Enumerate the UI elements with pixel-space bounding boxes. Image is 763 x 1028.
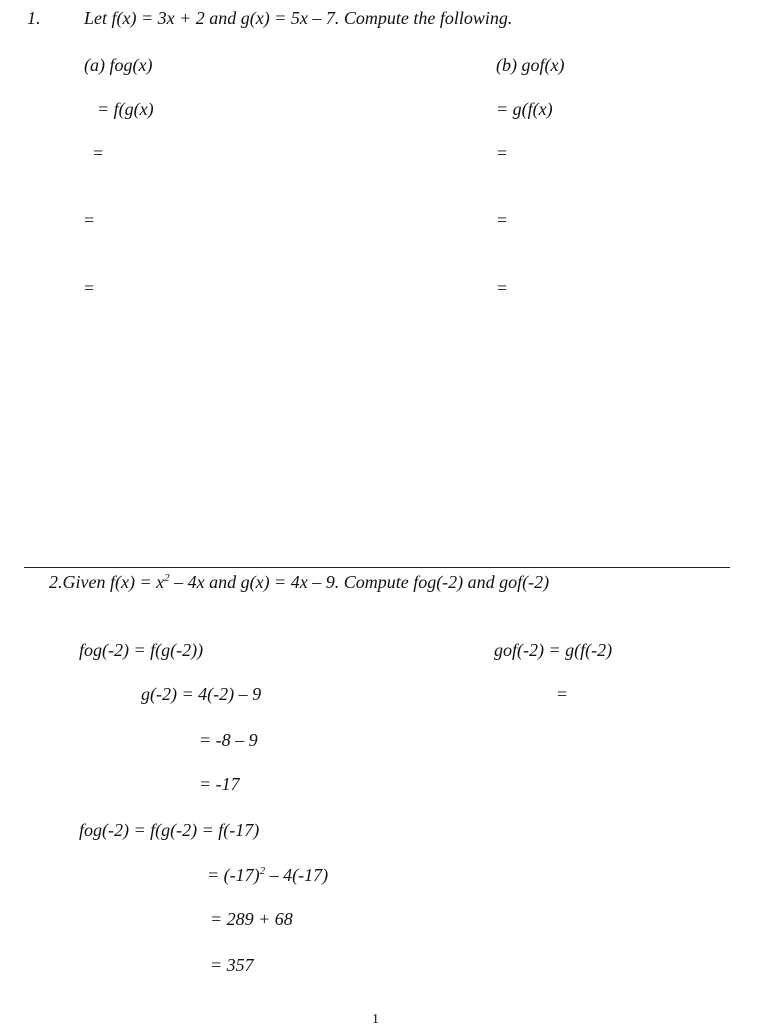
- fog-line-6: [207, 865, 328, 885]
- part-a-blank-1: =: [93, 143, 104, 163]
- fog-line-6-base: = (-17): [207, 865, 260, 885]
- part-b-blank-1: =: [497, 143, 508, 163]
- part-a-blank-3: =: [84, 278, 95, 298]
- fog-line-2: g(-2) = 4(-2) – 9: [141, 684, 262, 704]
- problem-1-number: 1.: [27, 8, 41, 28]
- section-divider: [24, 567, 730, 568]
- problem-2-statement: [49, 572, 549, 592]
- gof-line-2: =: [557, 684, 568, 704]
- problem-2-statement-exponent: 2: [164, 572, 170, 584]
- part-b-label: (b) gof(x): [496, 55, 565, 75]
- page-number: 1: [372, 1012, 379, 1027]
- fog-line-1: fog(-2) = f(g(-2)): [79, 640, 204, 660]
- fog-line-8: = 357: [210, 955, 254, 975]
- part-a-step-1: = f(g(x): [97, 99, 154, 119]
- fog-line-7: = 289 + 68: [210, 909, 293, 929]
- problem-1-statement: Let f(x) = 3x + 2 and g(x) = 5x – 7. Compute the following.: [84, 8, 513, 28]
- fog-line-6-exponent: 2: [259, 865, 266, 877]
- part-b-blank-3: =: [497, 278, 508, 298]
- fog-line-3: = -8 – 9: [199, 730, 258, 750]
- gof-line-1: gof(-2) = g(f(-2): [494, 640, 613, 660]
- part-a-label: (a) fog(x): [84, 55, 153, 75]
- problem-2-statement-prefix: 2.Given f(x) = x: [49, 572, 165, 592]
- problem-2-statement-suffix: – 4x and g(x) = 4x – 9. Compute fog(-2) and gof(-2): [169, 572, 550, 592]
- part-b-blank-2: =: [497, 210, 508, 230]
- fog-line-6-rest: – 4(-17): [265, 865, 329, 885]
- fog-line-5: fog(-2) = f(g(-2) = f(-17): [79, 820, 260, 840]
- fog-line-4: = -17: [199, 774, 240, 794]
- part-b-step-1: = g(f(x): [496, 99, 553, 119]
- part-a-blank-2: =: [84, 210, 95, 230]
